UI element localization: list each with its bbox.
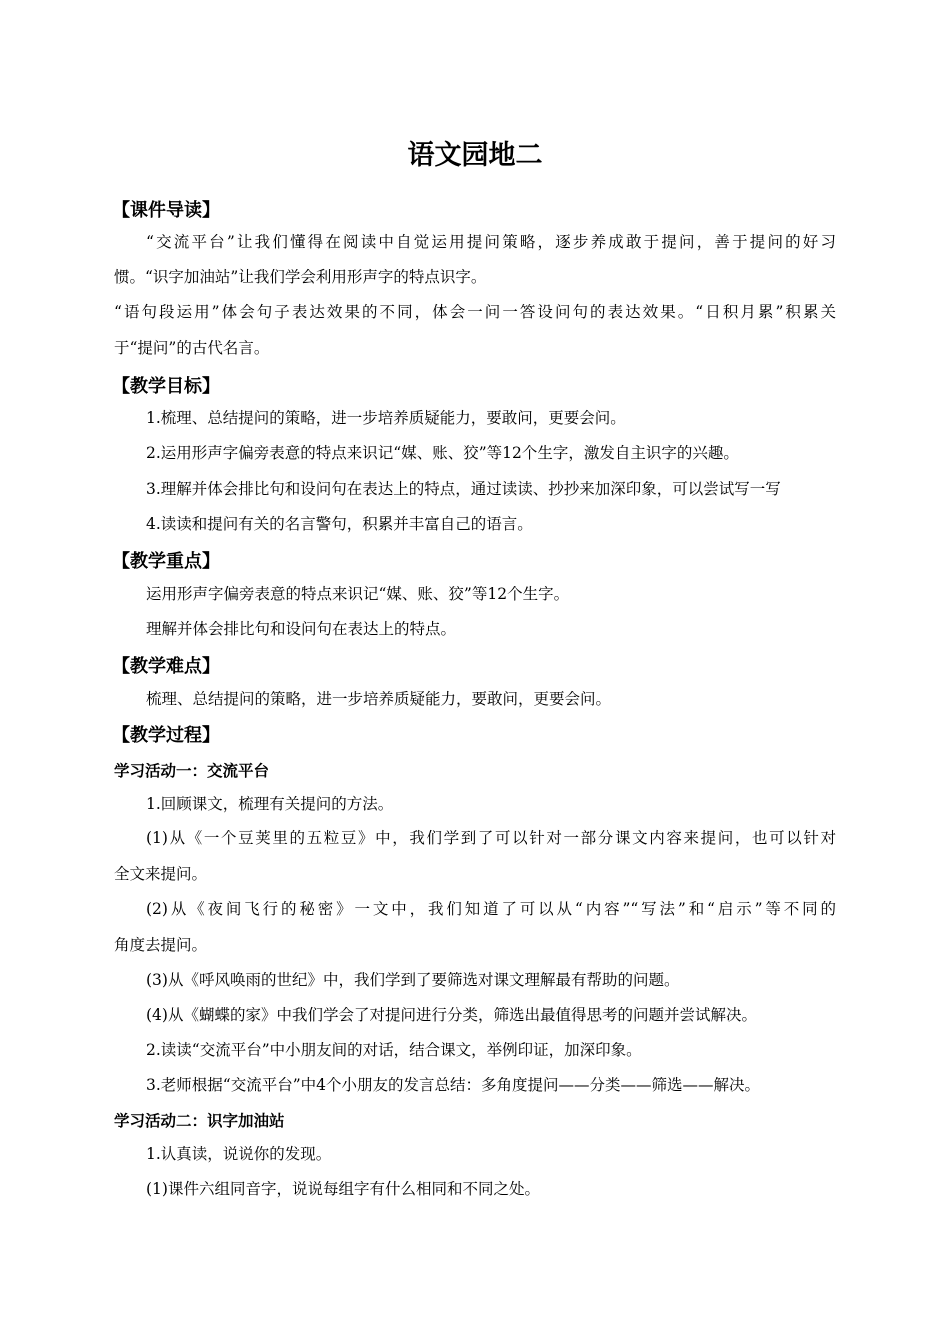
activity1-item-1: 1.回顾课文，梳理有关提问的方法。 [146,795,394,813]
activity1-item-1-3: (3)从《呼风唤雨的世纪》中，我们学到了要筛选对课文理解最有帮助的问题。 [146,971,680,989]
heading-key-points: 【教学重点】 [112,551,220,572]
goal-2: 2.运用形声字偏旁表意的特点来识记“媒、账、狡”等12个生字，激发自主识字的兴趣。 [146,444,739,462]
intro-line-4: 于“提问”的古代名言。 [114,339,270,357]
intro-line-1: “交流平台”让我们懂得在阅读中自觉运用提问策略，逐步养成敢于提问，善于提问的好习 [146,233,836,251]
activity1-item-1-4: (4)从《蝴蝶的家》中我们学会了对提问进行分类，筛选出最值得思考的问题并尝试解决。 [146,1006,757,1024]
activity1-item-1-1-cont: 全文来提问。 [114,865,208,883]
activity2-heading: 学习活动二：识字加油站 [114,1112,285,1130]
activity2-item-1-1: (1)课件六组同音字，说说每组字有什么相同和不同之处。 [146,1180,540,1198]
activity1-item-2: 2.读读“交流平台”中小朋友间的对话，结合课文，举例印证，加深印象。 [146,1041,642,1059]
activity1-item-1-1: (1)从《一个豆荚里的五粒豆》中，我们学到了可以针对一部分课文内容来提问，也可以针对 [146,829,836,847]
heading-goals: 【教学目标】 [112,376,220,397]
heading-intro: 【课件导读】 [112,200,220,221]
difficulty-1: 梳理、总结提问的策略，进一步培养质疑能力，要敢问，更要会问。 [146,690,612,708]
activity1-item-1-2-cont: 角度去提问。 [114,936,208,954]
activity1-item-1-2: (2)从《夜间飞行的秘密》一文中，我们知道了可以从“内容”“写法”和“启示”等不同的 [146,900,836,918]
key-point-1: 运用形声字偏旁表意的特点来识记“媒、账、狡”等12个生字。 [146,585,570,603]
goal-4: 4.读读和提问有关的名言警句，积累并丰富自己的语言。 [146,515,533,533]
page-title: 语文园地二 [407,140,543,171]
activity1-item-3: 3.老师根据“交流平台”中4个小朋友的发言总结：多角度提问——分类——筛选——解决。 [146,1076,761,1094]
activity1-heading: 学习活动一：交流平台 [114,762,270,780]
intro-line-3: “语句段运用”体会句子表达效果的不同，体会一问一答设问句的表达效果。“日积月累”积累关 [114,303,836,321]
goal-1: 1.梳理、总结提问的策略，进一步培养质疑能力，要敢问，更要会问。 [146,409,626,427]
key-point-2: 理解并体会排比句和设问句在表达上的特点。 [146,620,457,638]
heading-difficulty: 【教学难点】 [112,656,220,677]
activity2-item-1: 1.认真读，说说你的发现。 [146,1145,332,1163]
heading-process: 【教学过程】 [112,725,220,746]
intro-line-2: 惯。“识字加油站”让我们学会利用形声字的特点识字。 [114,268,487,286]
goal-3: 3.理解并体会排比句和设问句在表达上的特点，通过读读、抄抄来加深印象，可以尝试写一写 [146,480,781,498]
